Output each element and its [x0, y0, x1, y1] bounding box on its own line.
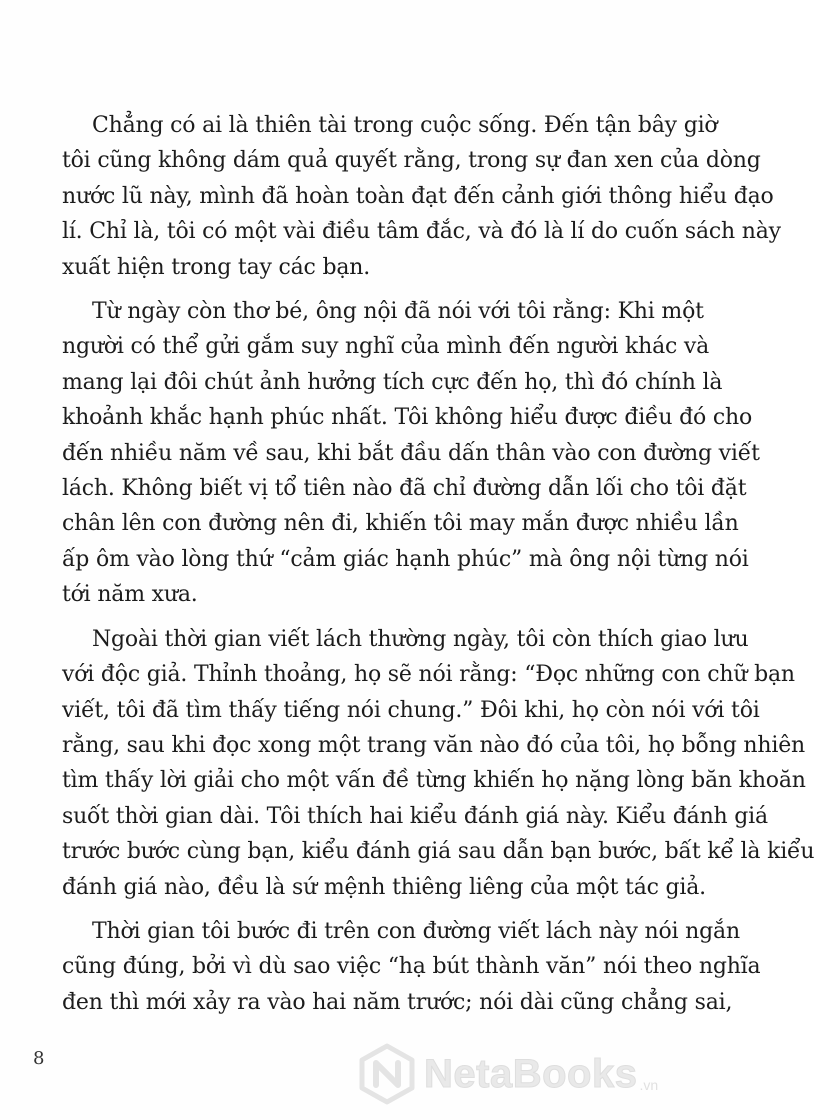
paragraph-1: [62, 108, 781, 285]
text-line: ấp ôm vào lòng thứ “cảm giác hạnh phúc” mà ông nội từng nói: [62, 546, 749, 572]
paragraph-3: [62, 622, 814, 905]
text-line: trước bước cùng bạn, kiểu đánh giá sau dẫn bạn bước, bất kể là kiểu: [62, 839, 814, 865]
text-line: khoảnh khắc hạnh phúc nhất. Tôi không hiểu được điều đó cho: [62, 405, 752, 431]
text-line: Chẳng có ai là thiên tài trong cuộc sống. Đến tận bây giờ: [92, 113, 718, 138]
text-line: rằng, sau khi đọc xong một trang văn nào đó của tôi, họ bỗng nhiên: [62, 732, 805, 758]
text-line: tới năm xưa.: [62, 582, 198, 608]
text-line: Ngoài thời gian viết lách thường ngày, tôi còn thích giao lưu: [92, 626, 749, 652]
page-number: 8: [33, 1048, 45, 1069]
text-line: Từ ngày còn thơ bé, ông nội đã nói với tôi rằng: Khi một: [92, 299, 704, 325]
text-line: xuất hiện trong tay các bạn.: [62, 254, 371, 280]
text-line: lách. Không biết vị tổ tiên nào đã chỉ đường dẫn lối cho tôi đặt: [62, 476, 747, 502]
text-line: người có thể gửi gắm suy nghĩ của mình đến người khác và: [62, 334, 710, 360]
paragraph-4: [62, 914, 761, 1020]
text-line: tôi cũng không dám quả quyết rằng, trong sự đan xen của dòng: [62, 148, 761, 174]
text-line: nước lũ này, mình đã hoàn toàn đạt đến cảnh giới thông hiểu đạo: [62, 183, 774, 209]
paragraph-2: [62, 294, 760, 613]
text-line: đến nhiều năm về sau, khi bắt đầu dấn thân vào con đường viết: [62, 440, 760, 466]
text-line: đen thì mới xảy ra vào hai năm trước; nói dài cũng chẳng sai,: [62, 989, 733, 1015]
body-text: [62, 108, 814, 1029]
text-line: chân lên con đường nên đi, khiến tôi may mắn được nhiều lần: [62, 511, 739, 537]
text-line: viết, tôi đã tìm thấy tiếng nói chung.” Đôi khi, họ còn nói với tôi: [62, 697, 760, 723]
text-line: tìm thấy lời giải cho một vấn đề từng khiến họ nặng lòng băn khoăn: [62, 768, 806, 794]
text-line: lí. Chỉ là, tôi có một vài điều tâm đắc, và đó là lí do cuốn sách này: [62, 219, 781, 245]
text-line: đánh giá nào, đều là sứ mệnh thiêng liêng của một tác giả.: [62, 874, 706, 900]
text-line: suốt thời gian dài. Tôi thích hai kiểu đánh giá này. Kiểu đánh giá: [62, 803, 768, 829]
text-line: với độc giả. Thỉnh thoảng, họ sẽ nói rằng: “Đọc những con chữ bạn: [62, 662, 795, 688]
text-line: Thời gian tôi bước đi trên con đường viết lách này nói ngắn: [92, 918, 740, 944]
netabooks-logo-icon: [356, 1043, 418, 1105]
watermark-suffix: .vn: [639, 1077, 659, 1093]
watermark: [356, 1038, 696, 1110]
text-line: mang lại đôi chút ảnh hưởng tích cực đến họ, thì đó chính là: [62, 369, 723, 395]
text-line: cũng đúng, bởi vì dù sao việc “hạ bút thành văn” nói theo nghĩa: [62, 954, 761, 980]
watermark-brand: NetaBooks: [424, 1051, 638, 1096]
